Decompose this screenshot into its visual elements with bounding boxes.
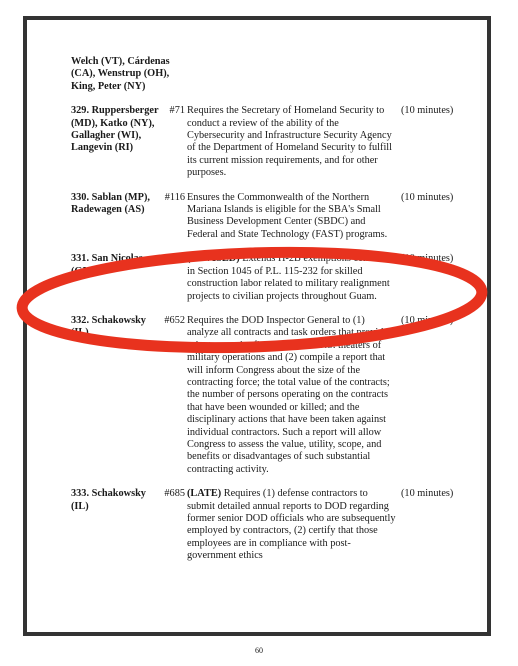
document-page: [23, 16, 491, 636]
sponsor-names: 332. Schakowsky (IL): [71, 314, 146, 339]
list-item: [71, 315, 471, 476]
amendment-description: [187, 315, 397, 476]
list-item: [71, 192, 471, 242]
list-item: [71, 105, 471, 179]
amendment-description: [187, 488, 397, 562]
amendment-status-label: (LATE): [187, 488, 222, 500]
list-item: [71, 488, 471, 562]
debate-time: (10 minutes): [401, 191, 454, 203]
amendment-text: Extends H-2B exemptions contained in Section 1045 of P.L. 115-232 for skilled construction labor related to military realignment projects to civilian projects throughout Guam.: [187, 253, 394, 302]
amendment-list: [71, 56, 471, 575]
sponsor-names: 329. Ruppersberger (MD), Katko (NY), Gallagher (WI), Langevin (RI): [71, 105, 159, 154]
amendment-description: [187, 105, 397, 179]
amendment-text: Requires (1) defense contractors to submit detailed annual reports to DOD regarding former senior DOD officials who are subsequently employed by contractors, (2) certify that those employees are in compliance with post-government ethics: [187, 488, 396, 562]
amendment-status-label: (REVISED): [187, 253, 240, 265]
amendment-text: Requires the Secretary of Homeland Security to conduct a review of the ability of the Cybersecurity and Infrastructure Security Agency of the Department of Homeland Security to fulfill its current mission requirements, and for other purposes.: [187, 105, 393, 179]
amendment-description: [187, 253, 397, 303]
page-number: 60: [255, 646, 263, 655]
amendment-description: [187, 192, 397, 242]
sponsor-names: 330. Sablan (MP), Radewagen (AS): [71, 191, 150, 216]
list-item: [71, 56, 471, 93]
debate-time: (10 minutes): [401, 488, 454, 500]
amendment-number: #685: [164, 488, 185, 500]
debate-time: (10 minutes): [401, 253, 454, 265]
amendment-number: #116: [164, 191, 185, 203]
debate-time: (10 minutes): [401, 105, 454, 117]
list-item: [71, 253, 471, 303]
debate-time: (10 minutes): [401, 314, 454, 326]
amendment-text: Requires the DOD Inspector General to (1) analyze all contracts and task orders that provide private security firms access to U.S. theaters of military operations and (2) compile a report that will inform Congress about the size of the contracting force; the total value of the contracts; the number of persons operating on the contracts that have been wounded or killed; and the disciplinary actions that have been taken against individual contractors. Such a report will allow Congress to assess the value, utility, scope, and benefits or disadvantages of such substantial contracting activity.: [187, 314, 390, 475]
sponsor-names: Welch (VT), Cárdenas (CA), Wenstrup (OH), King, Peter (NY): [71, 56, 170, 92]
amendment-number: #652: [164, 314, 185, 326]
amendment-text: Ensures the Commonwealth of the Northern Mariana Islands is eligible for the SBA's Small Business Development Center (SBDC) and Federal and State Technology (FAST) programs.: [187, 191, 388, 240]
sponsor-names: 331. San Nicolas (GU): [71, 253, 143, 277]
amendment-number: #515: [164, 253, 185, 265]
amendment-number: #71: [169, 105, 185, 117]
sponsor-names: 333. Schakowsky (IL): [71, 488, 146, 512]
